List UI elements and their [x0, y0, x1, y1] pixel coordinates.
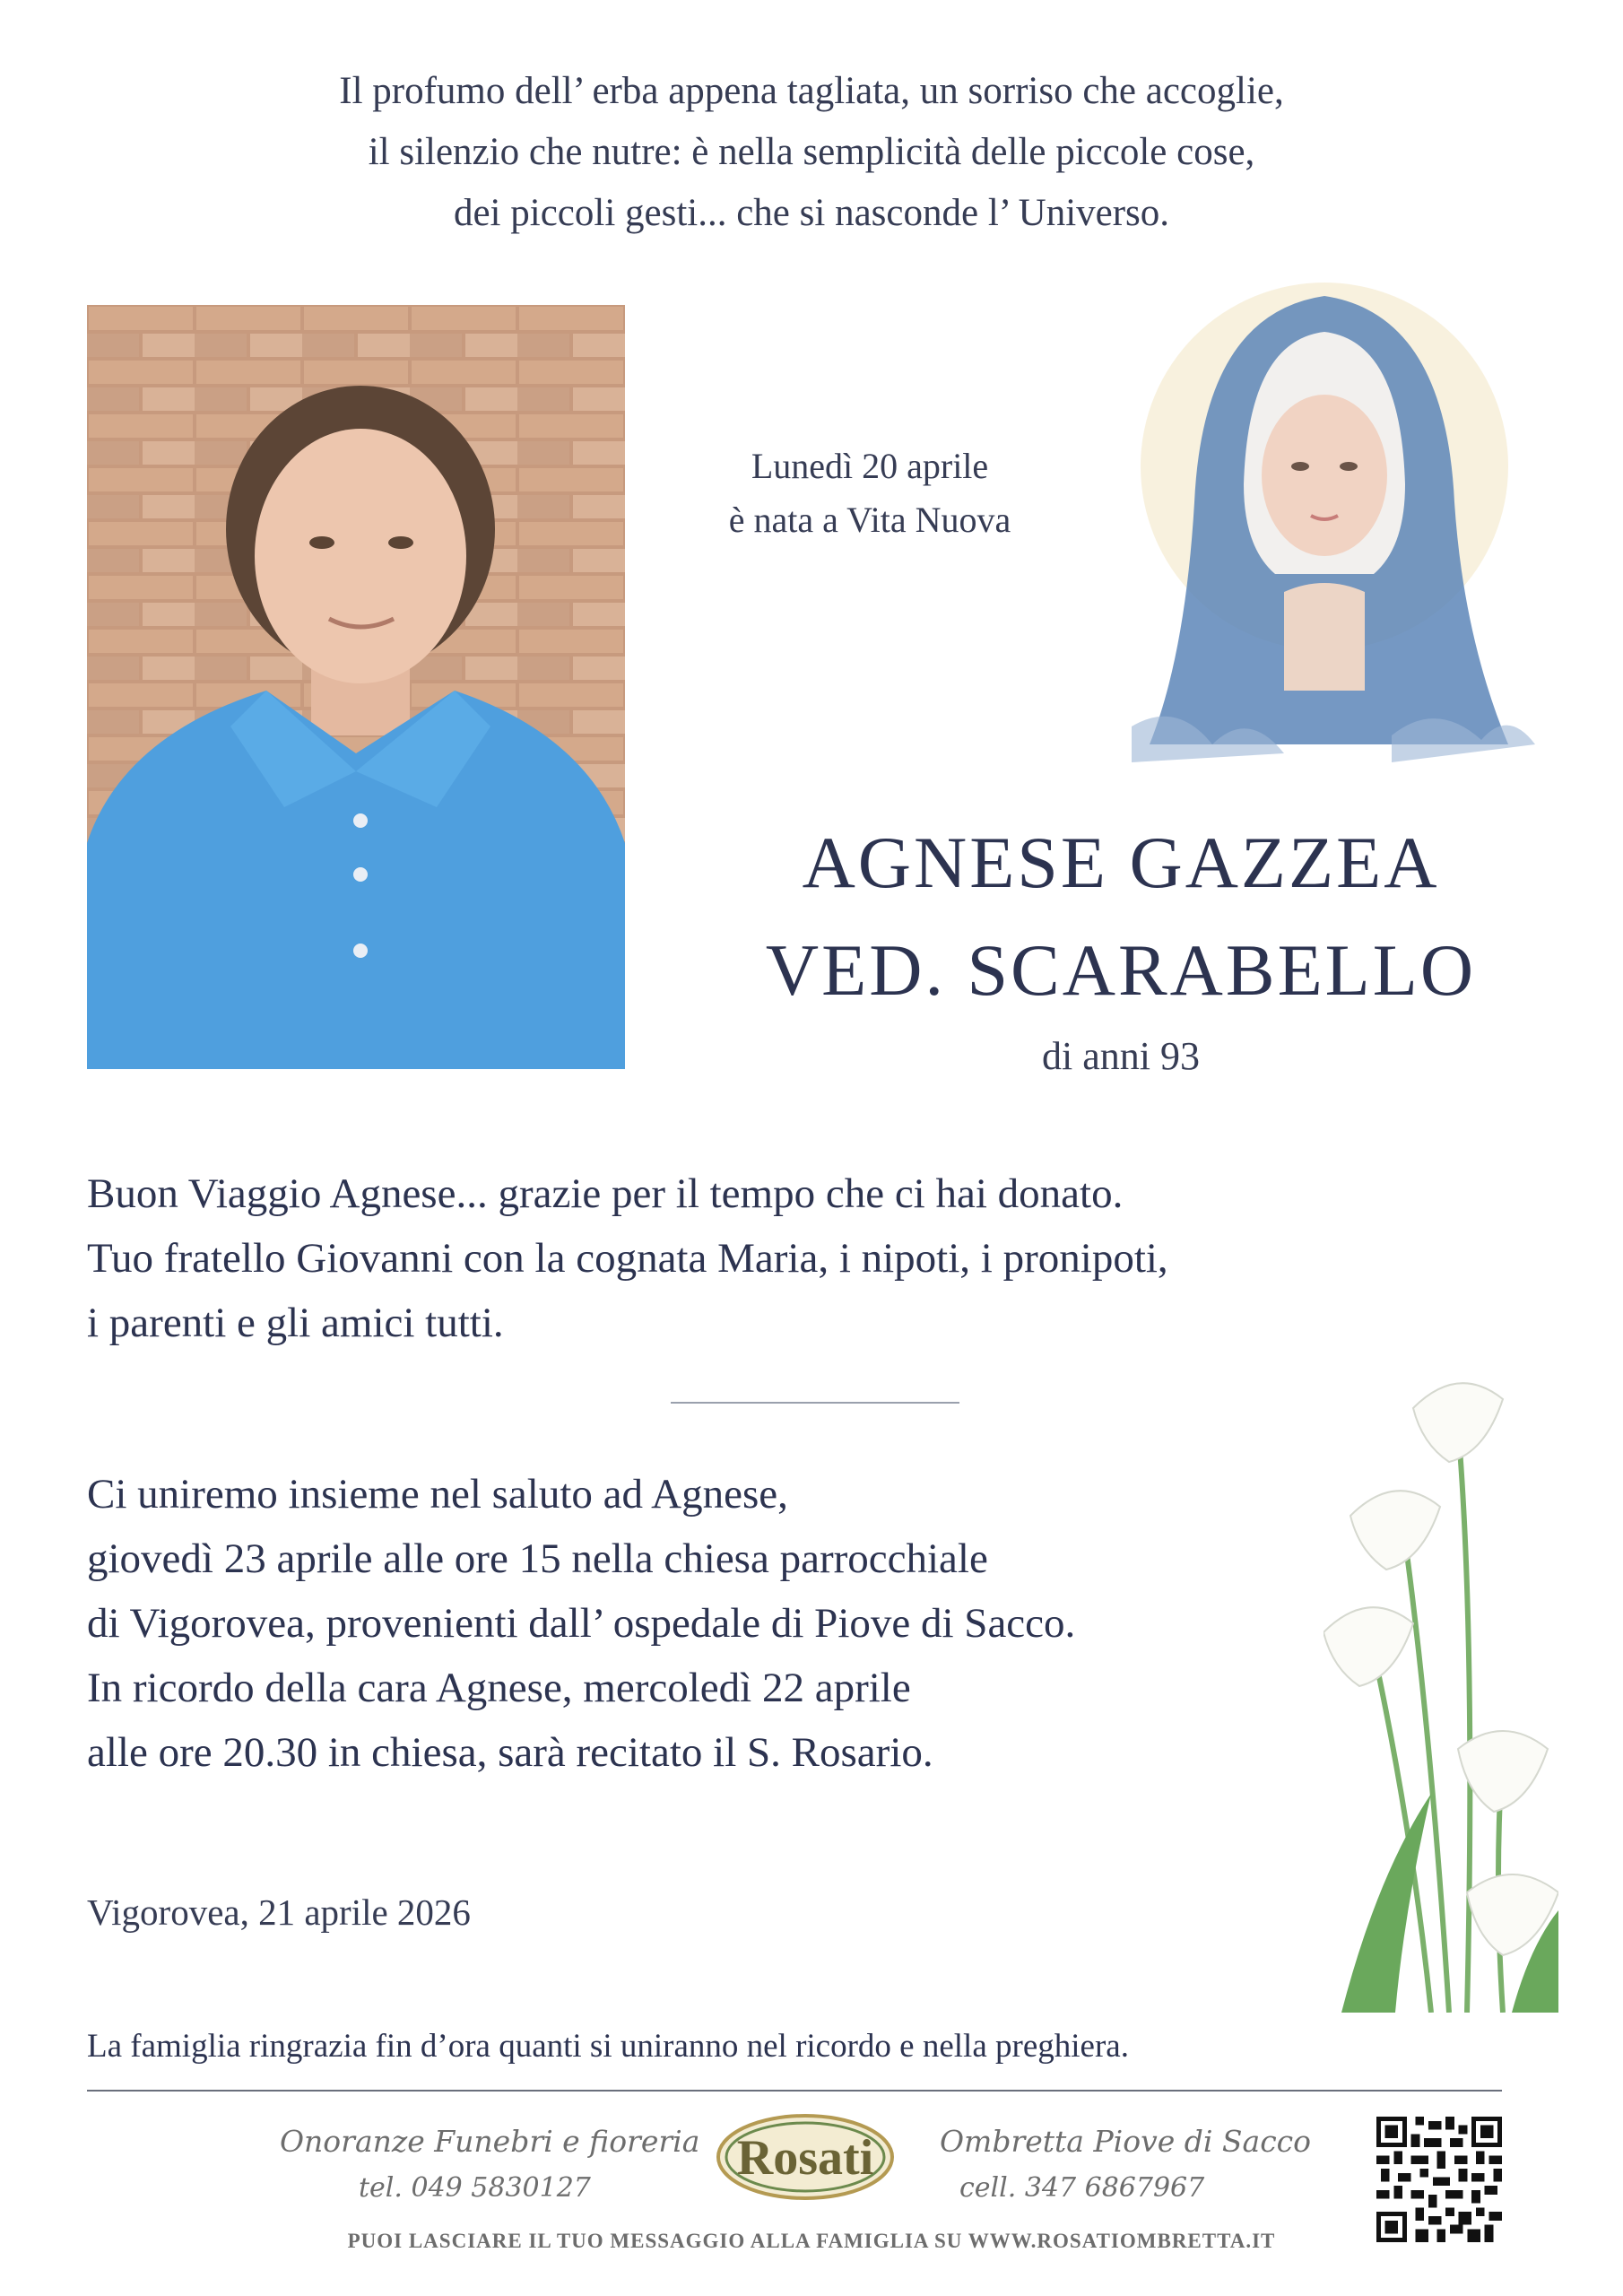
funeral-home-name: Onoranze Funebri e fioreria: [280, 2124, 700, 2159]
qr-code-icon[interactable]: [1376, 2117, 1502, 2242]
opening-quote: [0, 61, 1623, 244]
quote-line: dei piccoli gesti... che si nasconde l’ Universo.: [453, 192, 1170, 234]
section-divider: [671, 1402, 959, 1404]
madonna-illustration-icon: [1096, 278, 1562, 780]
message-line: Tuo fratello Giovanni con la cognata Maria, i nipoti, i pronipoti,: [87, 1235, 1168, 1282]
footer-rule: [87, 2090, 1502, 2092]
quote-line: Il profumo dell’ erba appena tagliata, un sorriso che accoglie,: [339, 70, 1284, 112]
funeral-line: giovedì 23 aprile alle ore 15 nella chiesa parrocchiale: [87, 1535, 988, 1582]
funeral-line: Ci uniremo insieme nel saluto ad Agnese,: [87, 1471, 788, 1518]
calla-lily-icon: [1324, 1372, 1558, 2013]
branch-name: Ombretta Piove di Sacco: [940, 2124, 1312, 2159]
branch-phone: cell. 347 6867967: [959, 2172, 1205, 2204]
passing-date: Lunedì 20 aprile: [751, 446, 989, 486]
family-message: [87, 1161, 1168, 1355]
name-line-1: AGNESE GAZZEA: [802, 822, 1440, 903]
funeral-details: [87, 1462, 1075, 1785]
funeral-home-phone: tel. 049 5830127: [359, 2172, 591, 2204]
passing-notice: [664, 439, 1076, 547]
quote-line: il silenzio che nutre: è nella semplicità delle piccole cose,: [368, 131, 1255, 173]
funeral-line: In ricordo della cara Agnese, mercoledì 22 aprile: [87, 1665, 911, 1711]
passing-phrase: è nata a Vita Nuova: [728, 500, 1011, 540]
deceased-name: [690, 809, 1551, 1024]
message-line: i parenti e gli amici tutti.: [87, 1300, 504, 1346]
age-text: di anni 93: [1042, 1034, 1200, 1078]
website-notice[interactable]: PUOI LASCIARE IL TUO MESSAGGIO ALLA FAMIGLIA SU WWW.ROSATIOMBRETTA.IT: [347, 2230, 1276, 2252]
place-and-date: Vigorovea, 21 aprile 2026: [87, 1892, 471, 1933]
portrait-photo: [87, 305, 625, 1069]
funeral-line: di Vigorovea, provenienti dall’ ospedale di Piove di Sacco.: [87, 1600, 1076, 1647]
funeral-line: alle ore 20.30 in chiesa, sarà recitato il S. Rosario.: [87, 1729, 933, 1776]
logo-text: Rosati: [736, 2130, 874, 2186]
family-thanks: La famiglia ringrazia fin d’ora quanti si uniranno nel ricordo e nella preghiera.: [87, 2028, 1129, 2065]
name-line-2: VED. SCARABELLO: [765, 929, 1477, 1011]
message-line: Buon Viaggio Agnese... grazie per il tempo che ci hai donato.: [87, 1170, 1124, 1217]
